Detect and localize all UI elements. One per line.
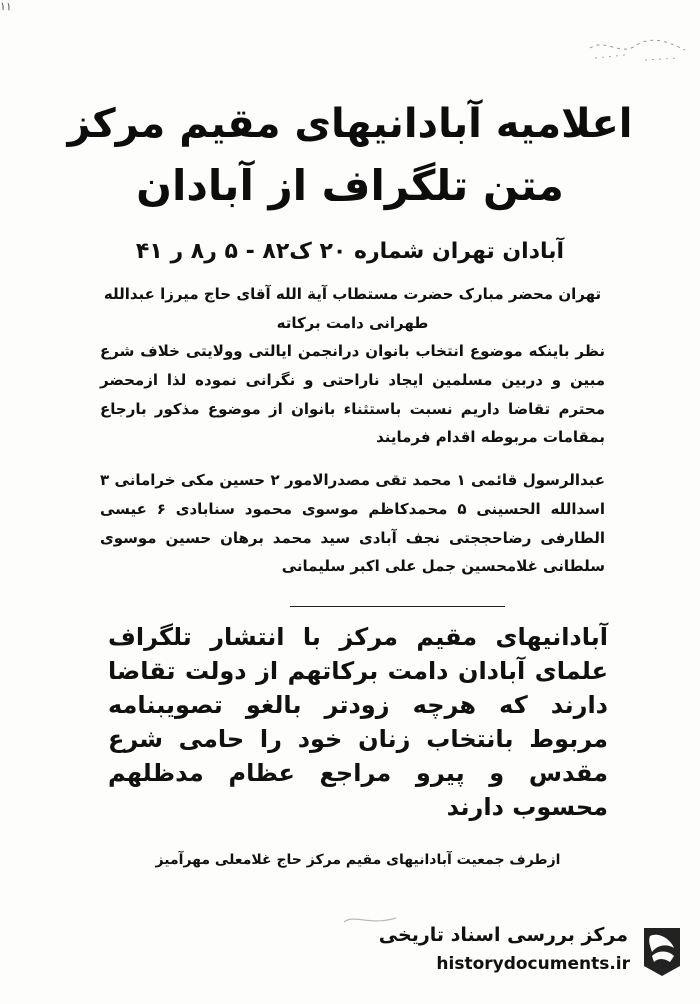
document-title-line2: متن تلگراف از آبادان	[136, 161, 564, 210]
archive-seal-icon	[636, 922, 688, 980]
archive-watermark	[378, 916, 688, 988]
telegram-body: نظر باینکه موضوع انتخاب بانوان درانجمن ایالتی وولایتی خلاف شرع مبین و دربین مسلمین ایجاد ناراحتی و نگرانی نموده لذا ازمحضر محترم تقاضا داریم نسبت باستثناء بانوان از موضوع مذکور بارجاع بمقامات مربوطه اقدام فرمایند	[100, 342, 605, 447]
corner-mark: ۱۱	[0, 0, 13, 14]
document-title-line1: اعلامیه آبادانیهای مقیم مرکز	[67, 101, 633, 147]
telegram-reference: آبادان تهران شماره ۲۰ ک۸۲ - ۵ ر۸ ر ۴۱	[135, 239, 565, 264]
top-right-scribble-icon	[585, 28, 695, 68]
issuer-line: ازطرف جمعیت آبادانیهای مقیم مرکز حاج غلامعلی مهرآمیز	[155, 852, 561, 868]
signer-list: عبدالرسول قائمی ۱ محمد تقی مصدرالامور ۲ حسین مکی خرامانی ۳ اسدالله الحسینی ۵ محمدکاظم موسوی محمود سنابادی ۶ عیسی الطارفی رضاحججتی نجف آبادی سید محمد برهان حسین موسوی سلطانی غلامحسین جمل علی اکبر سلیمانی	[100, 471, 606, 576]
announcement-text: آبادانیهای مقیم مرکز با انتشار تلگراف علمای آبادان دامت برکاتهم از دولت تقاضا دارند که هرچه زودتر بالغو تصویبنامه مربوط بانتخاب زنان خود را حامی شرع مقدس و پیرو مراجع عظام مدظلهم محسوب دارند	[108, 623, 608, 821]
watermark-url: historydocuments.ir	[436, 954, 630, 974]
section-divider	[290, 606, 505, 607]
telegram-address: تهران محضر مبارک حضرت مستطاب آیة الله آقای حاج میرزا عبدالله طهرانی دامت برکاته	[103, 285, 602, 332]
watermark-name: مرکز بررسی اسناد تاریخی	[378, 924, 628, 946]
